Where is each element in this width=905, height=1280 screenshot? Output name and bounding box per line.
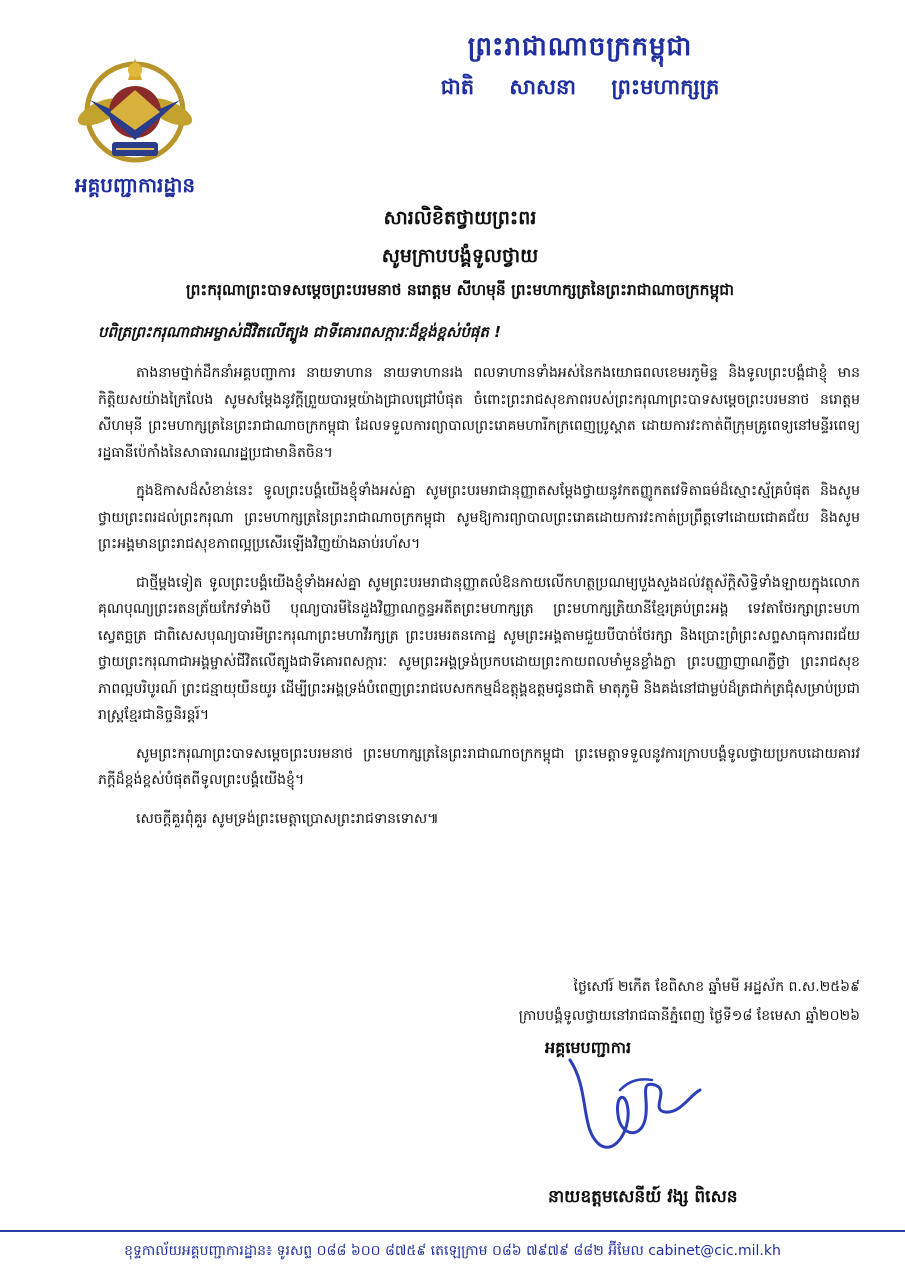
letter-titles bbox=[60, 206, 860, 303]
motto-king: ព្រះមហាក្សត្រ bbox=[611, 75, 720, 99]
footer-divider bbox=[0, 1230, 905, 1232]
paragraph-2: ក្នុងឱកាសដ៏សំខាន់នេះ ទូលព្រះបង្គំយើងខ្ញុំទាំងអស់គ្នា សូមព្រះបរមរាជានុញ្ញាតសម្តែងថ្វាយនូវកតញ្ញូកតវេទិតាធម៌ដ៏ស្មោះស្ម័គ្របំផុត និងសូមថ្វាយព្រះពរដល់ព្រះករុណា ព្រះមហាក្សត្រនៃព្រះរាជាណាចក្រកម្ពុជា សូមឱ្យការព្យាបាលព្រះរោគដោយការវះកាត់ប្រព្រឹត្តទៅដោយជោគជ័យ និងសូមព្រះអង្គមានព្រះរាជសុខភាពល្អប្រសើរឡើងវិញយ៉ាងឆាប់រហ័ស។ bbox=[98, 483, 860, 552]
paragraph-5: សេចក្តីគួរពុំគួរ សូមទ្រង់ព្រះមេត្តាប្រោសព្រះរាជទានទោស៕ bbox=[136, 810, 439, 827]
address-line: សូមក្រាបបង្គំទូលថ្វាយ bbox=[381, 245, 539, 267]
date-block bbox=[420, 973, 860, 1031]
salutation: បពិត្រព្រះករុណាជាអម្ចាស់ជីវិតលើត្បូង ជាទីគោរពសក្ការៈដ៏ខ្ពង់ខ្ពស់បំផុត ! bbox=[98, 323, 501, 341]
motto-nation: ជាតិ bbox=[440, 75, 475, 99]
paragraph-1: តាងនាមថ្នាក់ដឹកនាំអគ្គបញ្ជាការ នាយទាហាន នាយទាហានរង ពលទាហានទាំងអស់នៃកងយោធពលខេមរភូមិន្ទ និងទូលព្រះបង្គំជាខ្ញុំ មានកិត្តិយសយ៉ាងក្រៃលែង សូមសម្តែងនូវក្តីព្រួយបារម្ភយ៉ាងជ្រាលជ្រៅបំផុត ចំពោះព្រះរាជសុខភាពរបស់ព្រះករុណាព្រះបាទសម្តេចព្រះបរមនាថ នរោត្តម សីហមុនី ព្រះមហាក្សត្រនៃព្រះរាជាណាចក្រកម្ពុជា ដែលទទួលការព្យាបាលព្រះរោគមហារីកក្រពេញប្រូស្តាត ដោយការវះកាត់ពីក្រុមគ្រូពេទ្យនៅមន្ទីរពេទ្យរដ្ឋធានីប៉េកាំងនៃសាធារណរដ្ឋប្រជាមានិតចិន។ bbox=[98, 365, 860, 461]
kingdom-title: ព្រះរាជាណាចក្រកម្ពុជា bbox=[467, 32, 693, 62]
letter-type-title: សារលិខិតថ្វាយព្រះពរ bbox=[383, 207, 537, 229]
organization-name: អគ្គបញ្ជាការដ្ឋាន bbox=[74, 173, 196, 197]
letter-body bbox=[98, 360, 860, 844]
letterhead bbox=[300, 30, 860, 105]
national-motto bbox=[300, 74, 860, 105]
lunar-date: ថ្ងៃសៅរ៍ ២កើត ខែពិសាខ ឆ្នាំមមី អដ្ឋស័ក ព.ស.២៥៦៩ bbox=[573, 979, 860, 995]
motto-religion: សាសនា bbox=[509, 75, 576, 99]
paragraph-4: សូមព្រះករុណាព្រះបាទសម្តេចព្រះបរមនាថ ព្រះមហាក្សត្រនៃព្រះរាជាណាចក្រកម្ពុជា ព្រះមេត្តាទទួលនូវការក្រាបបង្គំទូលថ្វាយប្រកបដោយគារវភក្តីដ៏ខ្ពង់ខ្ពស់បំផុតពីទូលព្រះបង្គំយើងខ្ញុំ។ bbox=[98, 745, 860, 788]
recipient-line: ព្រះករុណាព្រះបាទសម្តេចព្រះបរមនាថ នរោត្តម សីហមុនី ព្រះមហាក្សត្រនៃព្រះរាជាណាចក្រកម្ពុជា bbox=[185, 281, 735, 299]
footer-contact: ខុទ្ទកាល័យអគ្គបញ្ជាការដ្ឋាន៖ ទូរសព្ទ ០៨៨ ៦០០ ៨៧៥៩ តេឡេក្រាម ០៨៦ ៧៩៧៩ ៨៨២ អ៊ីមែល cabinet@cic.mil.kh bbox=[124, 1243, 781, 1259]
signer-name: នាយឧត្តមសេនីយ៍ វង្ស ពិសេន bbox=[548, 1187, 738, 1207]
paragraph-3: ជាថ្មីម្តងទៀត ទូលព្រះបង្គំយើងខ្ញុំទាំងអស់គ្នា សូមព្រះបរមរាជានុញ្ញាតលំឱនកាយលើកហត្ថប្រណម្យបួងសួងដល់វត្ថុស័ក្តិសិទ្ធិទាំងឡាយក្នុងលោក គុណបុណ្យព្រះរតនត្រ័យកែវទាំងបី បុណ្យបារមីនៃដួងវិញ្ញាណក្ខន្ធអតីតព្រះមហាក្សត្រ ព្រះមហាក្សត្រិយានីខ្មែរគ្រប់ព្រះអង្គ ទេវតាថែរក្សាព្រះមហាស្វេតច្ឆត្រ ជាពិសេសបុណ្យបារមីព្រះករុណាព្រះមហាវីរក្សត្រ ព្រះបរមរតនកោដ្ឋ សូមព្រះអង្គតាមជួយបីបាច់ថែរក្សា និងប្រោះព្រំព្រះសព្ទសាធុការពរជ័យថ្វាយព្រះករុណាជាអង្គម្ចាស់ជីវិតលើត្បូងជាទីគោរពសក្ការៈ សូមព្រះអង្គទ្រង់ប្រកបដោយព្រះកាយពលមាំមួនខ្លាំងក្លា ព្រះបញ្ញាញាណភ្លឺថ្លា ព្រះរាជសុខភាពល្អបរិបូរណ៍ ព្រះជន្មាយុយឺនយូរ ដើម្បីព្រះអង្គទ្រង់បំពេញព្រះរាជបេសកកម្មដ៏ឧត្តុង្គឧត្តមជូនជាតិ មាតុភូមិ និងគង់នៅជាម្លប់ដ៏ត្រជាក់ត្រជុំសម្រាប់ប្រជារាស្រ្តខ្មែរជានិច្ចនិរន្តរ៍។ bbox=[98, 574, 860, 723]
place-date: ក្រាបបង្គំទូលថ្វាយនៅរាជធានីភ្នំពេញ ថ្ងៃទី១៨ ខែមេសា ឆ្នាំ២០២៦ bbox=[518, 1008, 860, 1024]
signer-title: អគ្គមេបញ្ជាការ bbox=[545, 1038, 632, 1057]
emblem-crest-icon bbox=[60, 50, 210, 170]
signature-image bbox=[560, 1050, 710, 1160]
